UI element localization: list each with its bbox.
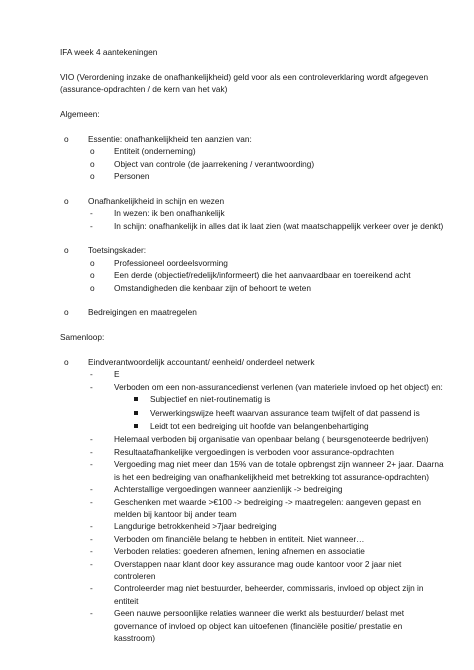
dash-bullet-icon: - xyxy=(90,583,93,594)
dash-bullet-icon: - xyxy=(90,546,93,557)
dash-bullet-icon: - xyxy=(90,608,93,619)
list-item: - Vergoeding mag niet meer dan 15% van de totale opbrengst zijn wanneer 2+ jaar. Daarna is het een bedreiging van onafhankelijkheid met betrekking tot assurance-opdrachten) xyxy=(60,458,444,483)
dash-bullet-icon: - xyxy=(90,381,93,392)
square-bullet-icon xyxy=(60,393,150,406)
dash-bullet-icon: - xyxy=(90,446,93,457)
circle-bullet-icon: o xyxy=(90,270,95,281)
dash-bullet-icon: - xyxy=(90,558,93,569)
circle-bullet-icon: o xyxy=(64,307,69,318)
dash-bullet-icon: - xyxy=(90,496,93,507)
square-bullet-icon xyxy=(60,420,150,433)
document-title: IFA week 4 aantekeningen xyxy=(60,47,158,57)
list-item: o Professioneel oordeelsvorming xyxy=(60,257,444,269)
dash-bullet-icon: - xyxy=(90,208,93,219)
list-item: o Onafhankelijkheid in schijn en wezen xyxy=(60,195,444,207)
list-item: o Personen xyxy=(60,170,444,182)
list-item: o Een derde (objectief/redelijk/informeert) die het aanvaardbaar en toereikend acht xyxy=(60,269,444,281)
dash-bullet-icon: - xyxy=(90,533,93,544)
list-item: o Object van controle (de jaarrekening / verantwoording) xyxy=(60,158,444,170)
list-item: Leidt tot een bedreiging uit hoofde van belangenbehartiging xyxy=(60,420,444,433)
heading-samenloop: Samenloop: xyxy=(60,332,105,343)
list-item: - Langdurige betrokkenheid >7jaar bedreiging xyxy=(60,520,444,532)
dash-bullet-icon: - xyxy=(90,369,93,380)
list-item: Verwerkingswijze heeft waarvan assurance team twijfelt of dat passend is xyxy=(60,407,444,420)
list-item: - Verboden relaties: goederen afnemen, lening afnemen en associatie xyxy=(60,545,444,557)
circle-bullet-icon: o xyxy=(64,133,69,144)
circle-bullet-icon: o xyxy=(64,245,69,256)
list-item: - Verboden om financiële belang te hebben in entiteit. Niet wanneer… xyxy=(60,533,444,545)
square-bullet-icon xyxy=(60,407,150,420)
list-item: - Helemaal verboden bij organisatie van openbaar belang ( beursgenoteerde bedrijven) xyxy=(60,433,444,445)
circle-bullet-icon: o xyxy=(64,357,69,368)
list-item: - Verboden om een non-assurancedienst verlenen (van materiele invloed op het object) en: xyxy=(60,381,444,393)
circle-bullet-icon: o xyxy=(64,195,69,206)
circle-bullet-icon: o xyxy=(90,282,95,293)
circle-bullet-icon: o xyxy=(90,171,95,182)
list-item: o Bedreigingen en maatregelen xyxy=(60,306,444,318)
list-item: - Geschenken met waarde >€100 -> bedreiging -> maatregelen: aangeven gepast en melden bij kantoor bij ander team xyxy=(60,496,444,521)
list-item: - Resultaatafhankelijke vergoedingen is verboden voor assurance-opdrachten xyxy=(60,446,444,458)
list-item: - In schijn: onafhankelijk in alles dat ik laat zien (wat maatschappelijk verkeer over je denkt) xyxy=(60,220,444,232)
list-item: o Entiteit (onderneming) xyxy=(60,145,444,157)
list-item: - Geen nauwe persoonlijke relaties wanneer die werkt als bestuurder/ belast met governance of invloed op object kan uitoefenen (financiële positie/ prestatie en kasstroom) xyxy=(60,607,444,644)
list-item: o Toetsingskader: xyxy=(60,244,444,256)
heading-algemeen: Algemeen: xyxy=(60,109,100,119)
circle-bullet-icon: o xyxy=(90,146,95,157)
list-item: Subjectief en niet-routinematig is xyxy=(60,393,444,406)
dash-bullet-icon: - xyxy=(90,521,93,532)
vio-paragraph: VIO (Verordening inzake de onafhankelijkheid) geld voor als een controleverklaring wordt afgegeven (assurance-opdrachten / de kern van het vak) xyxy=(60,71,429,95)
dash-bullet-icon: - xyxy=(90,459,93,470)
dash-bullet-icon: - xyxy=(90,484,93,495)
list-item: o Eindverantwoordelijk accountant/ eenheid/ onderdeel netwerk xyxy=(60,356,444,368)
list-item: - In wezen: ik ben onafhankelijk xyxy=(60,207,444,219)
list-item: - Overstappen naar klant door key assurance mag oude kantoor voor 2 jaar niet controleren xyxy=(60,558,444,583)
list-item: - Controleerder mag niet bestuurder, beheerder, commissaris, invloed op object zijn in entiteit xyxy=(60,582,444,607)
list-item: - Achterstallige vergoedingen wanneer aanzienlijk -> bedreiging xyxy=(60,483,444,495)
dash-bullet-icon: - xyxy=(90,434,93,445)
circle-bullet-icon: o xyxy=(90,257,95,268)
list-item: - E xyxy=(60,368,444,380)
list-item: o Omstandigheden die kenbaar zijn of behoort te weten xyxy=(60,282,444,294)
list-item: o Essentie: onafhankelijkheid ten aanzien van: xyxy=(60,133,444,145)
circle-bullet-icon: o xyxy=(90,158,95,169)
dash-bullet-icon: - xyxy=(90,220,93,231)
